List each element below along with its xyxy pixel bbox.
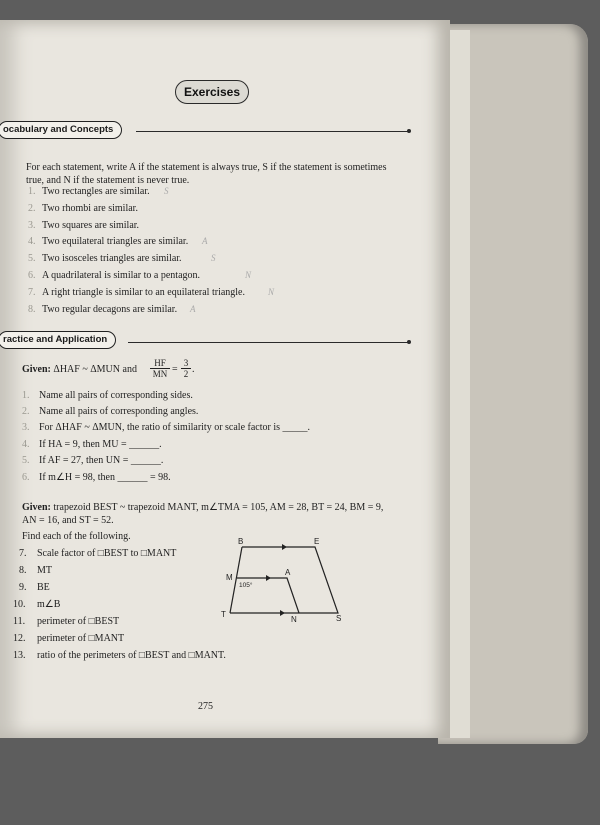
section-rule [128,342,408,343]
item-number: 1. [22,390,30,401]
item-number: 9. [19,582,27,593]
parallel-arrow-be [282,544,287,550]
item-number: 13. [13,650,26,661]
vertex-label-t: T [221,610,226,619]
item-text: A right triangle is similar to an equilateral triangle. [42,287,245,298]
item-number: 7. [19,548,27,559]
item-number: 2. [28,203,36,214]
fraction-hf-mn [150,358,170,379]
sentence-period: . [192,364,195,375]
item-text: Two squares are similar. [42,220,140,231]
handwritten-answer: S [211,253,216,263]
item-text: Two equilateral triangles are similar. [42,236,189,247]
rule-end-dot [407,340,411,344]
item-number: 1. [28,186,36,197]
given-statement-2-cont: AN = 16, and ST = 52. [22,515,114,526]
item-number: 3. [28,220,36,231]
page-number: 275 [198,701,213,712]
section-rule [136,131,408,132]
fraction-denominator: MN [150,368,170,379]
item-text: MT [37,565,52,576]
find-instruction: Find each of the following. [22,531,131,542]
vertex-label-e: E [314,537,320,546]
given-text: ΔHAF ~ ΔMUN and [53,364,137,375]
vertex-label-n: N [291,615,297,623]
fraction-three-halves [181,358,191,379]
item-text: m∠B [37,599,61,610]
item-text: Two isosceles triangles are similar. [42,253,182,264]
item-number: 11. [13,616,26,627]
handwritten-answer: S [164,186,169,196]
item-text: If m∠H = 98, then ______ = 98. [39,472,171,483]
instructions-line-1: For each statement, write A if the statement is always true, S if the statement is sometimes [26,162,387,173]
fraction-numerator: HF [154,358,166,368]
item-number: 5. [28,253,36,264]
item-text: For ΔHAF ~ ΔMUN, the ratio of similarity or scale factor is _____. [39,422,311,433]
instructions-line-2: true, and N if the statement is never true. [26,175,190,186]
given-text: trapezoid BEST ~ trapezoid MANT, m∠TMA = 105, AM = 28, BT = 24, BM = 9, [53,502,384,513]
exercises-title: Exercises [175,80,249,104]
parallel-arrow-ma [266,575,271,581]
item-text: Two regular decagons are similar. [42,304,178,315]
item-number: 4. [22,439,30,450]
item-text: If HA = 9, then MU = ______. [39,439,162,450]
item-number: 6. [28,270,36,281]
item-number: 6. [22,472,30,483]
trapezoid-best [230,547,338,613]
item-number: 2. [22,406,30,417]
handwritten-answer: N [245,270,252,280]
handwritten-answer: A [190,304,196,314]
item-text: perimeter of □BEST [37,616,120,627]
item-number: 4. [28,236,36,247]
item-text: Two rectangles are similar. [42,186,150,197]
fraction-numerator: 3 [183,358,189,368]
vertex-label-s: S [336,614,342,623]
handwritten-answer: N [268,287,275,297]
item-number: 8. [28,304,36,315]
item-number: 3. [22,422,30,433]
given-statement-1 [22,364,137,376]
item-text: A quadrilateral is similar to a pentagon. [42,270,201,281]
rule-end-dot [407,129,411,133]
item-number: 10. [13,599,26,610]
given-statement-2 [22,502,383,514]
equals-sign: = [172,364,178,375]
item-text: Name all pairs of corresponding sides. [39,390,193,401]
item-text: Scale factor of □BEST to □MANT [37,548,177,559]
given-label: Given: [22,502,51,513]
vertex-label-a: A [285,568,291,577]
angle-label: 105° [239,582,253,589]
item-number: 12. [13,633,26,644]
section-header-label: ocabulary and Concepts [3,124,114,135]
item-text: BE [37,582,50,593]
textbook-page [0,20,450,738]
item-number: 7. [28,287,36,298]
trapezoid-diagram [220,533,350,623]
section-header-label: ractice and Application [3,334,108,345]
section-header-vocabulary [0,121,122,139]
fraction-denominator: 2 [181,368,191,379]
item-number: 8. [19,565,27,576]
page-content [0,20,450,738]
item-text: ratio of the perimeters of □BEST and □MANT. [37,650,226,661]
parallel-arrow-ts [280,610,285,616]
given-label: Given: [22,364,51,375]
item-text: Two rhombi are similar. [42,203,138,214]
item-text: perimeter of □MANT [37,633,125,644]
vertex-label-b: B [238,537,244,546]
item-text: If AF = 27, then UN = ______. [39,455,164,466]
vertex-label-m: M [226,573,233,582]
item-text: Name all pairs of corresponding angles. [39,406,199,417]
item-number: 5. [22,455,30,466]
handwritten-answer: A [202,236,208,246]
section-header-practice [0,331,116,349]
